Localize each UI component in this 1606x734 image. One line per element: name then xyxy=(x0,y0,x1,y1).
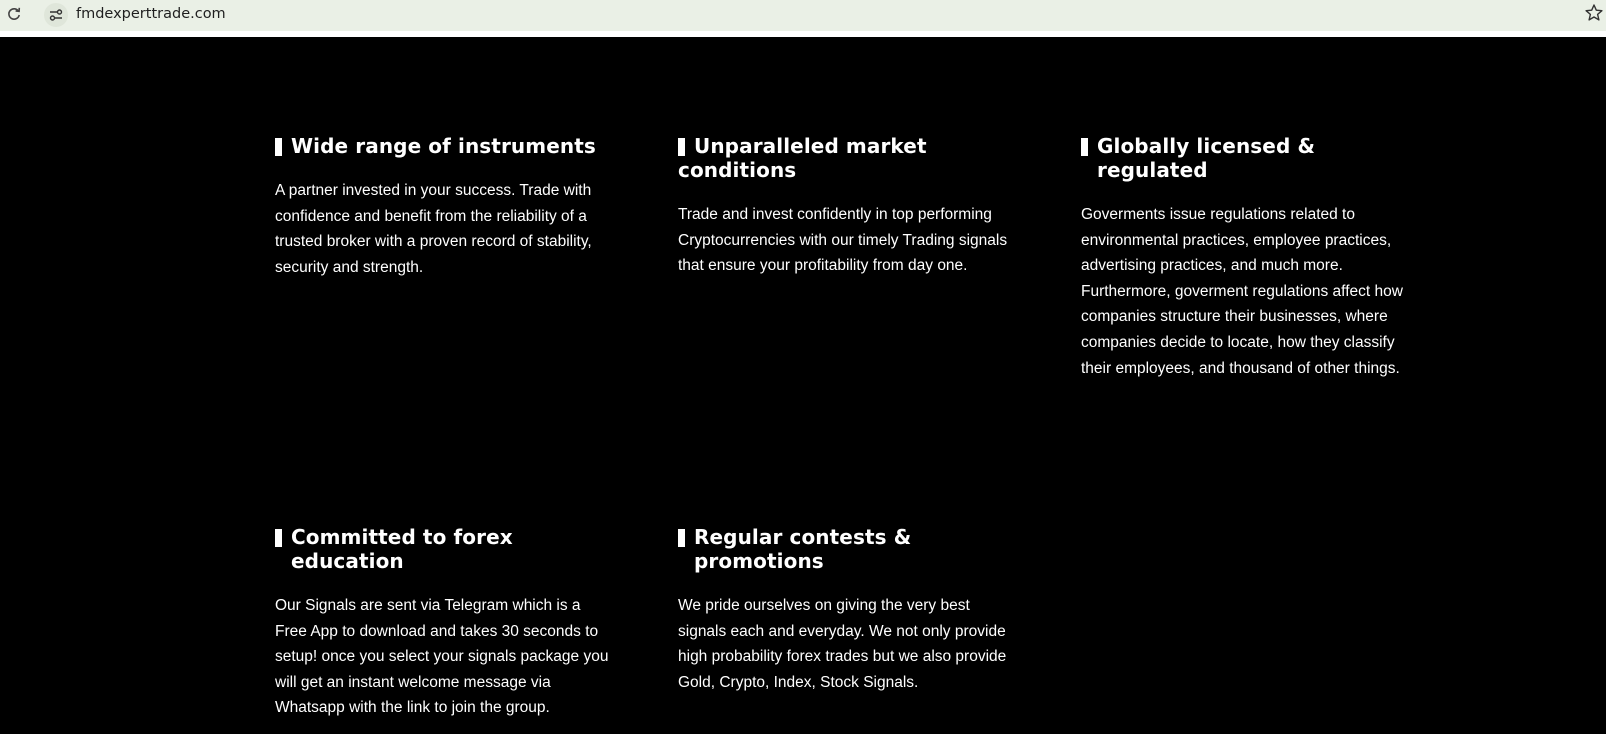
browser-divider xyxy=(0,31,1606,37)
address-bar-url[interactable]: fmdexperttrade.com xyxy=(76,6,226,22)
feature-title: Regular contests & promotions xyxy=(694,525,912,573)
title-accent-bar xyxy=(678,529,685,547)
bookmark-star-icon[interactable] xyxy=(1584,3,1604,23)
feature-card-instruments xyxy=(275,134,625,280)
feature-title: Committed to forex education xyxy=(291,525,513,573)
feature-card-education xyxy=(275,525,625,721)
feature-description: A partner invested in your success. Trade with confidence and benefit from the reliability of a trusted broker with a proven record of stability, security and strength. xyxy=(275,182,592,276)
title-accent-bar xyxy=(1081,138,1088,156)
feature-description: Goverments issue regulations related to environmental practices, employee practices, advertising practices, and much more. Furthermore, goverment regulations affect how companies structure their businesses, where companies decide to locate, how they classify their employees, and thousand of other things. xyxy=(1081,206,1403,377)
feature-card-contests xyxy=(678,525,1028,695)
feature-title: Wide range of instruments xyxy=(291,134,596,158)
feature-description: We pride ourselves on giving the very best signals each and everyday. We not only provide high probability forex trades but we also provide Gold, Crypto, Index, Stock Signals. xyxy=(678,597,1007,691)
feature-title: Unparalleled market conditions xyxy=(678,134,927,182)
feature-description: Trade and invest confidently in top performing Cryptocurrencies with our timely Trading signals that ensure your profitability from day one. xyxy=(678,206,1008,275)
site-info-icon[interactable] xyxy=(44,3,68,27)
feature-title: Globally licensed & regulated xyxy=(1097,134,1315,182)
title-accent-bar xyxy=(275,529,282,547)
title-accent-bar xyxy=(678,138,685,156)
feature-description: Our Signals are sent via Telegram which is a Free App to download and takes 30 seconds to setup! once you select your signals package you will get an instant welcome message via Whatsapp with the link to join the group. xyxy=(275,597,609,717)
feature-card-licensed xyxy=(1081,134,1426,381)
feature-card-market-conditions xyxy=(678,134,1028,279)
title-accent-bar xyxy=(275,138,282,156)
reload-icon[interactable] xyxy=(6,6,22,22)
browser-toolbar xyxy=(0,0,1606,31)
